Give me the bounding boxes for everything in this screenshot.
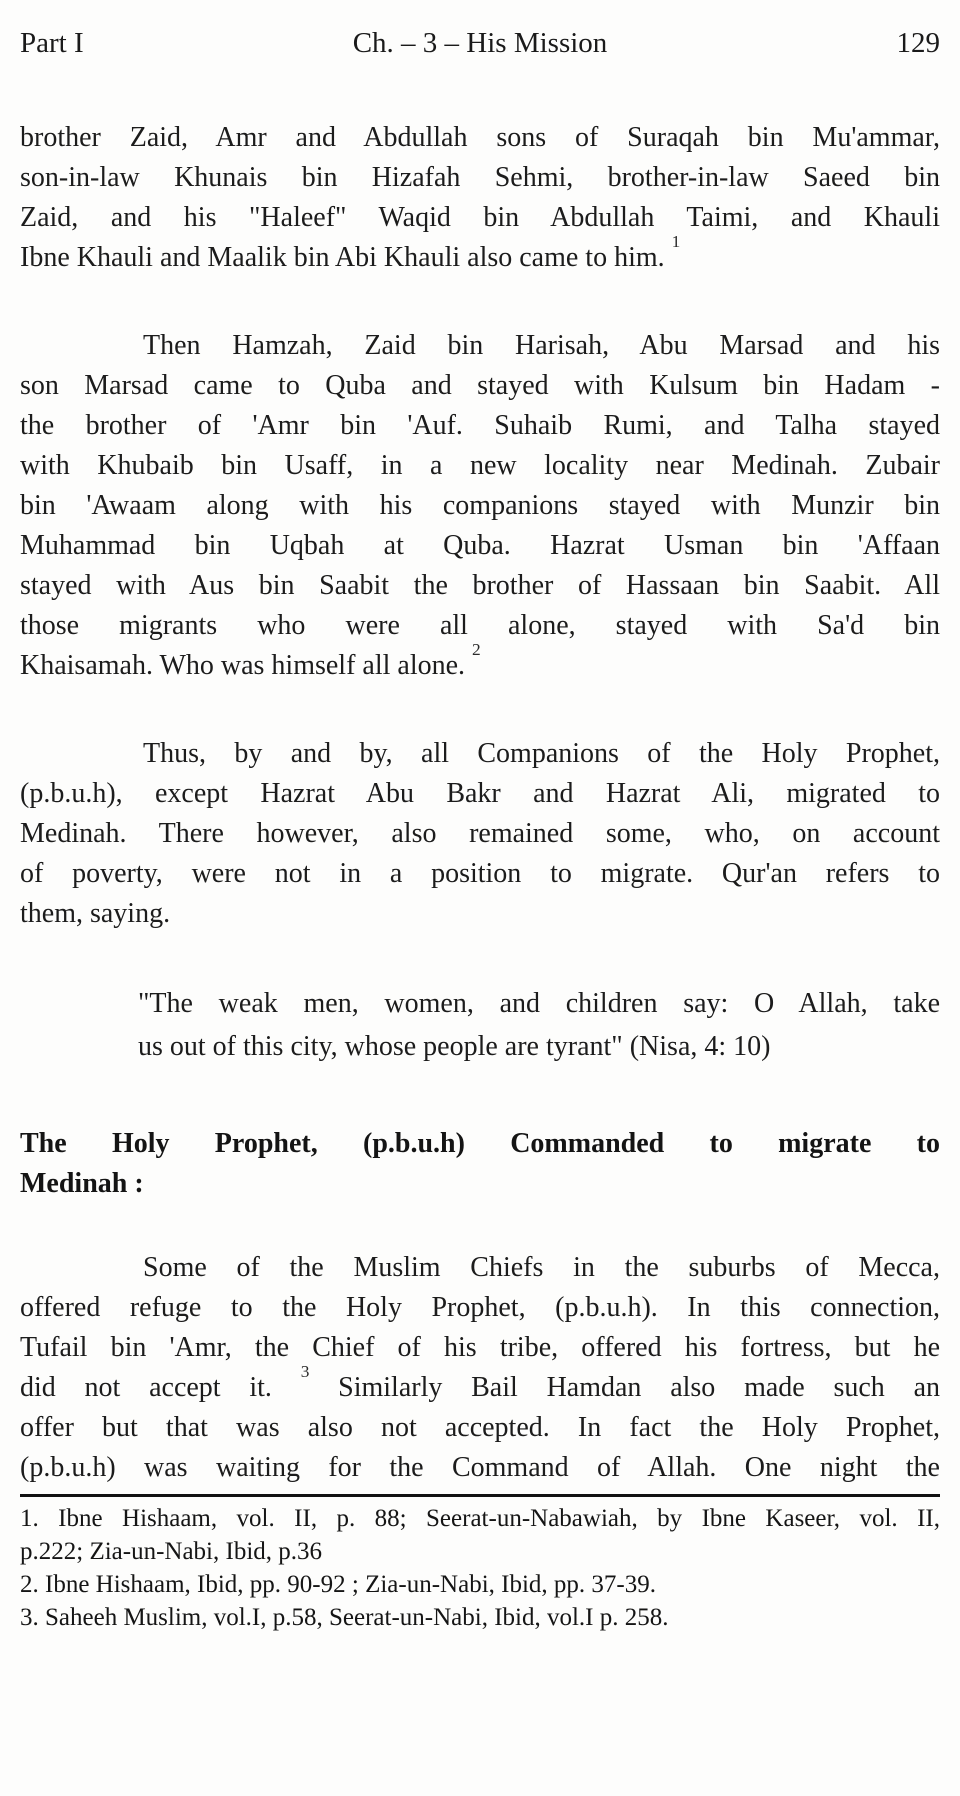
text-line: Thus, by and by, all Companions of the Holy Prophet, xyxy=(143,738,940,769)
footnote-line: 1. Ibne Hishaam, vol. II, p. 88; Seerat-un-Nabawiah, by Ibne Kaseer, vol. II, xyxy=(20,1505,940,1532)
running-header xyxy=(20,26,940,60)
text-line: Medinah. There however, also remained some, who, on account xyxy=(20,818,940,849)
text-line: of poverty, were not in a position to migrate. Qur'an refers to xyxy=(20,858,940,889)
text-line: Medinah : xyxy=(20,1168,144,1199)
footnote-ref: 2 xyxy=(472,640,481,659)
paragraph xyxy=(20,326,940,686)
text-line: Ibne Khauli and Maalik bin Abi Khauli also came to him. $^1$ xyxy=(20,232,681,273)
text-line: son Marsad came to Quba and stayed with Kulsum bin Hadam - xyxy=(20,370,940,401)
page-body xyxy=(20,118,940,1488)
footnotes-section xyxy=(20,1494,940,1634)
text-line: us out of this city, whose people are tyrant" (Nisa, 4: 10) xyxy=(138,1031,771,1062)
text-line: Khaisamah. Who was himself all alone. $^2$ xyxy=(20,640,481,681)
text-line: those migrants who were all alone, stayed with Sa'd bin xyxy=(20,610,940,641)
footnote-ref: 1 xyxy=(671,232,681,251)
header-chapter-title: Ch. – 3 – His Mission xyxy=(352,27,608,59)
footnote-line: 3. Saheeh Muslim, vol.I, p.58, Seerat-un-Nabi, Ibid, vol.I p. 258. xyxy=(20,1604,669,1631)
text-line: Muhammad bin Uqbah at Quba. Hazrat Usman bin 'Affaan xyxy=(20,530,940,561)
text-line: Zaid, and his "Haleef" Waqid bin Abdullah Taimi, and Khauli xyxy=(20,202,940,233)
text-line: offer but that was also not accepted. In fact the Holy Prophet, xyxy=(20,1412,940,1443)
text-line: offered refuge to the Holy Prophet, (p.b.u.h). In this connection, xyxy=(20,1292,940,1323)
text-line: (p.b.u.h) was waiting for the Command of Allah. One night the xyxy=(20,1452,940,1483)
quote-block xyxy=(138,982,940,1068)
text-line: son-in-law Khunais bin Hizafah Sehmi, brother-in-law Saeed bin xyxy=(20,162,940,193)
text-line: with Khubaib bin Usaff, in a new locality near Medinah. Zubair xyxy=(20,450,940,481)
text-line: "The weak men, women, and children say: O Allah, take xyxy=(138,988,940,1019)
footnote-line: 2. Ibne Hishaam, Ibid, pp. 90-92 ; Zia-un-Nabi, Ibid, pp. 37-39. xyxy=(20,1571,656,1598)
header-part-label: Part I xyxy=(20,27,84,59)
text-line: Then Hamzah, Zaid bin Harisah, Abu Marsad and his xyxy=(143,330,940,361)
footnote-line: p.222; Zia-un-Nabi, Ibid, p.36 xyxy=(20,1538,323,1565)
paragraph xyxy=(20,1248,940,1488)
text-line: The Holy Prophet, (p.b.u.h) Commanded to migrate to xyxy=(20,1128,940,1159)
text-line: them, saying. xyxy=(20,898,171,929)
paragraph xyxy=(20,118,940,278)
section-heading xyxy=(20,1124,940,1204)
text-line: did not accept it. $^3$ Similarly Bail Hamdan also made such an xyxy=(20,1362,940,1403)
text-line: bin 'Awaam along with his companions stayed with Munzir bin xyxy=(20,490,940,521)
text-line: Some of the Muslim Chiefs in the suburbs of Mecca, xyxy=(143,1252,940,1283)
text-line: the brother of 'Amr bin 'Auf. Suhaib Rumi, and Talha stayed xyxy=(20,410,940,441)
text-line: brother Zaid, Amr and Abdullah sons of Suraqah bin Mu'ammar, xyxy=(20,122,940,153)
paragraph xyxy=(20,734,940,934)
text-line: Tufail bin 'Amr, the Chief of his tribe, offered his fortress, but he xyxy=(20,1332,940,1363)
footnote-ref: 3 xyxy=(300,1362,310,1381)
text-line: (p.b.u.h), except Hazrat Abu Bakr and Hazrat Ali, migrated to xyxy=(20,778,940,809)
text-line: stayed with Aus bin Saabit the brother of Hassaan bin Saabit. All xyxy=(20,570,940,601)
page-number: 129 xyxy=(896,27,940,59)
